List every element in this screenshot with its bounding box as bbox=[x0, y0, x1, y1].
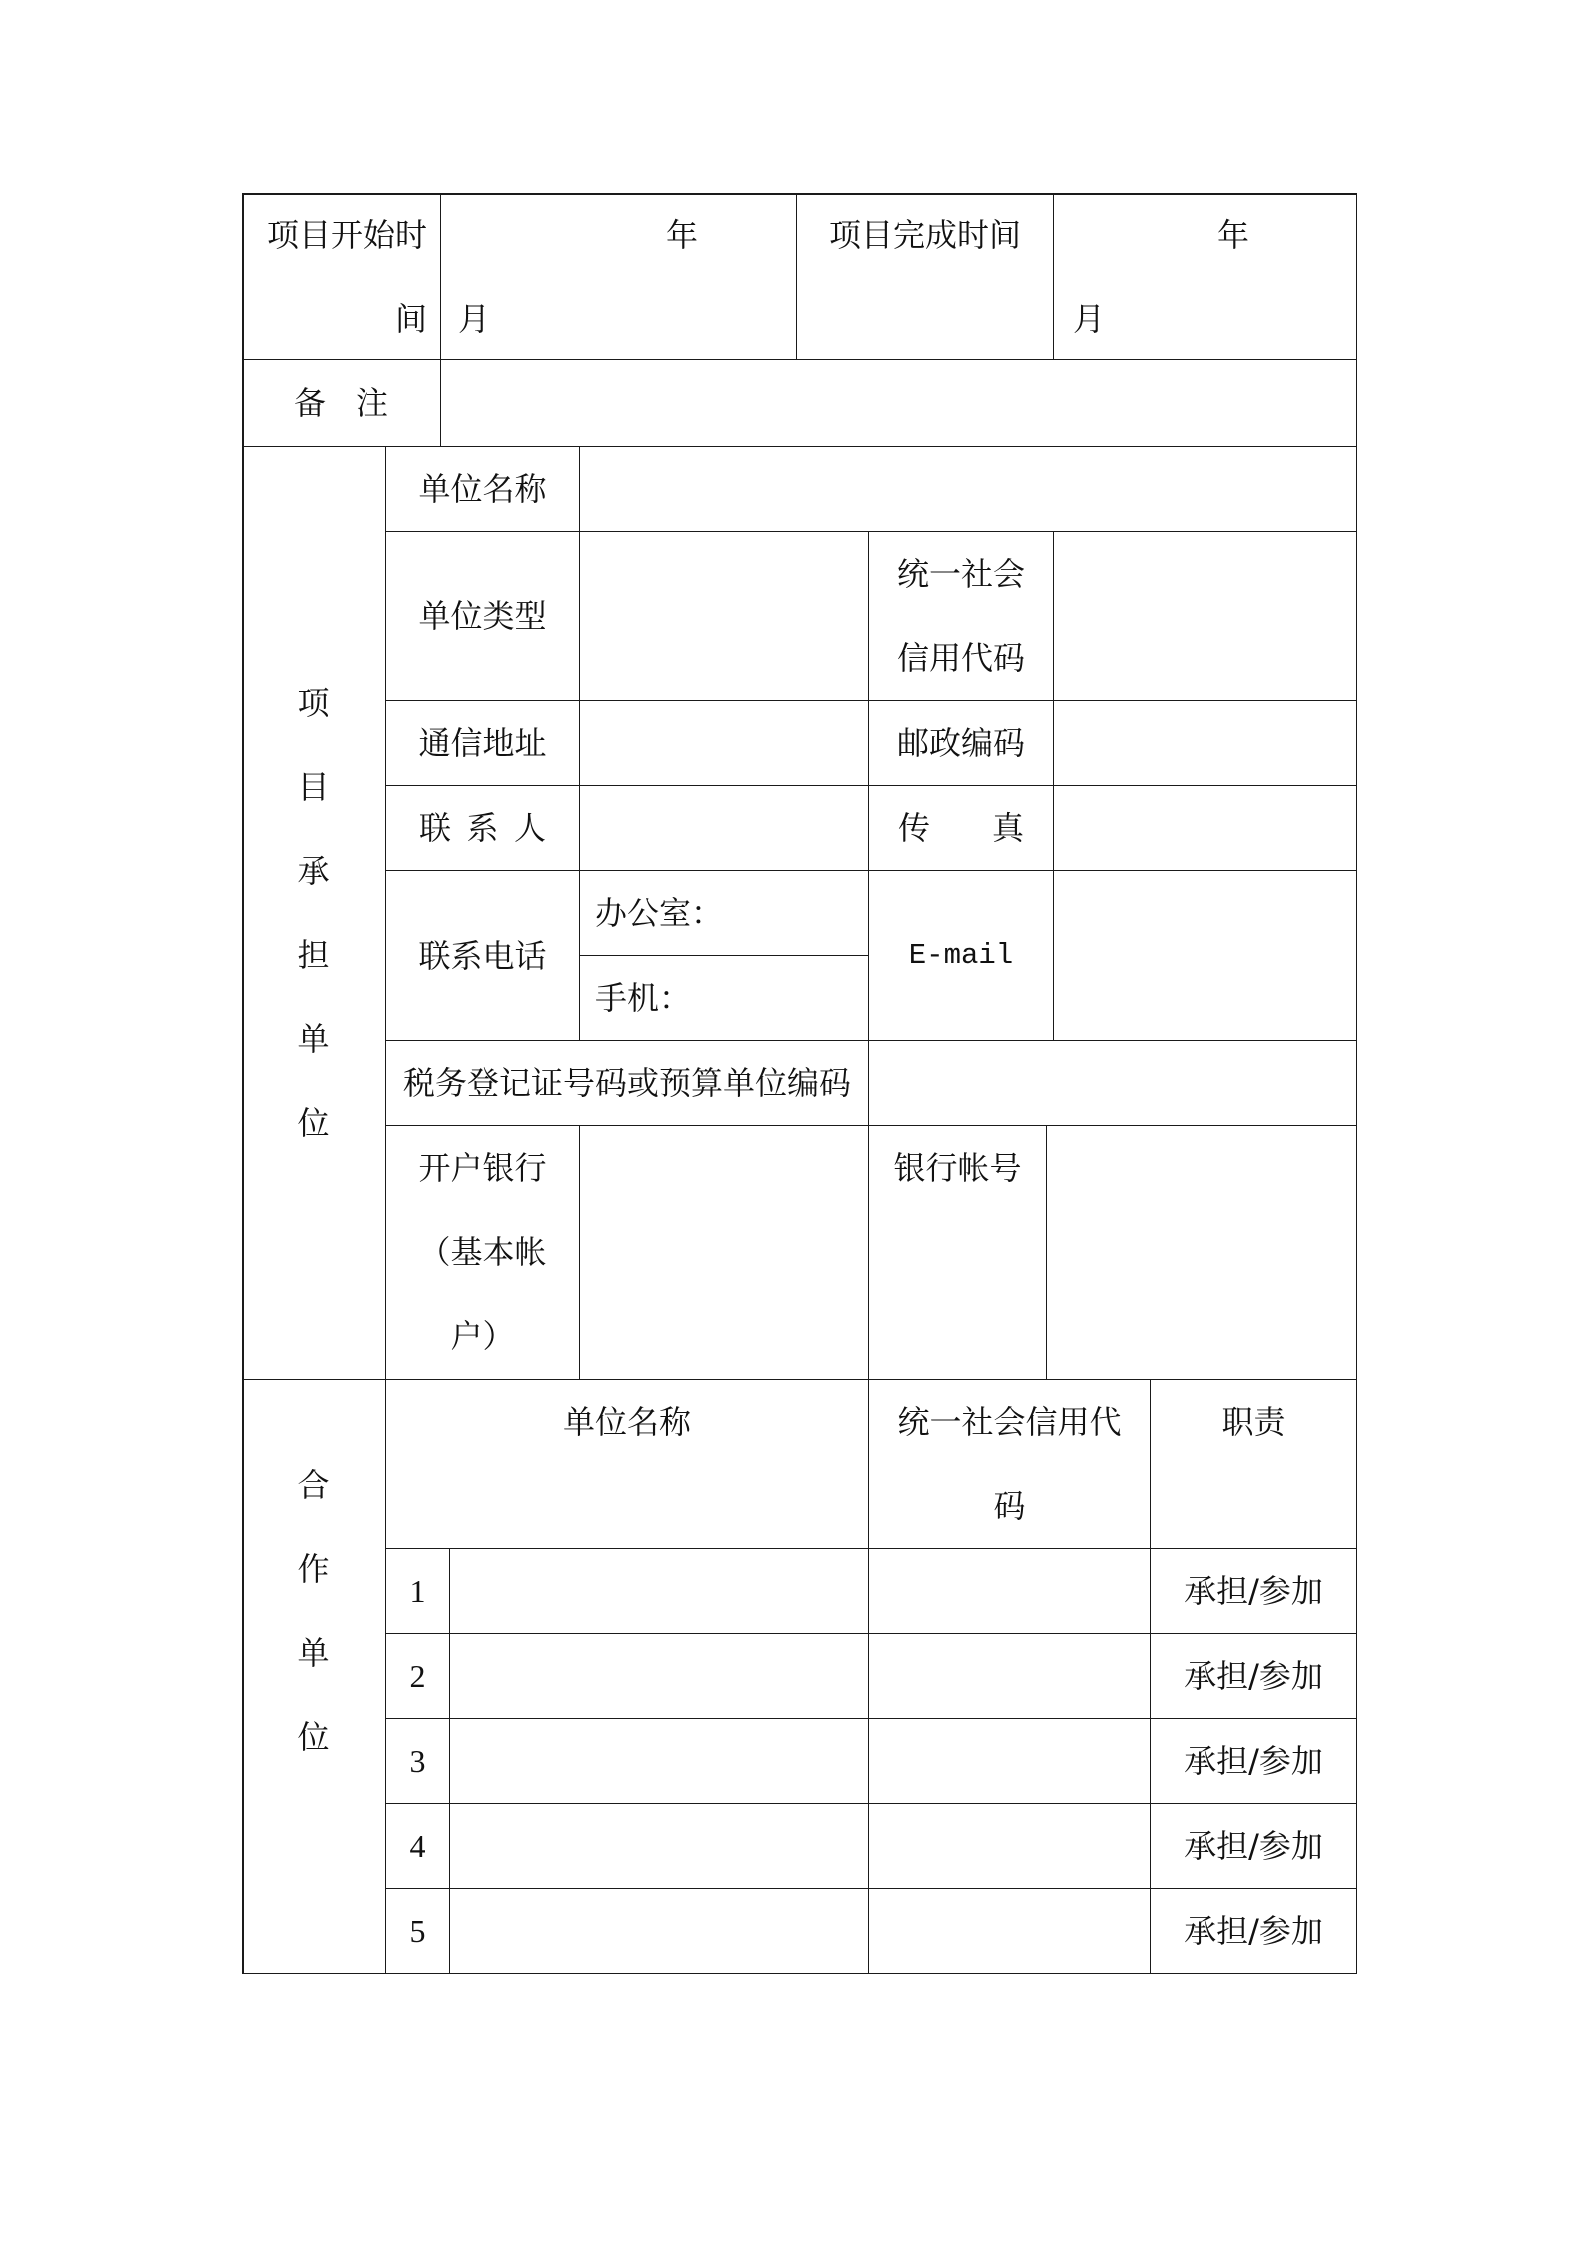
mobile-phone-label: 手机： bbox=[595, 979, 692, 1017]
cooperation-section-cell bbox=[242, 1380, 386, 1974]
email-value-cell bbox=[1054, 871, 1357, 1041]
vertical-label-char: 合 bbox=[297, 1466, 330, 1504]
vertical-label-char: 承 bbox=[297, 852, 330, 890]
coop-row-name-cell bbox=[450, 1549, 869, 1634]
account-value-cell bbox=[1047, 1126, 1357, 1380]
coop-row-duty-cell bbox=[1151, 1889, 1357, 1974]
phone-label-cell bbox=[386, 871, 580, 1041]
unit-type-label-cell bbox=[386, 532, 580, 701]
office-phone-label: 办公室： bbox=[595, 894, 724, 932]
undertaking-unit-section-label bbox=[294, 661, 334, 1165]
mobile-phone-cell bbox=[580, 956, 869, 1041]
account-label: 银行帐号 bbox=[893, 1149, 1022, 1187]
fax-label: 传 真 bbox=[898, 809, 1024, 847]
fax-value-cell bbox=[1054, 786, 1357, 871]
coop-row-duty-cell bbox=[1151, 1719, 1357, 1804]
end-month-unit: 月 bbox=[1073, 300, 1106, 338]
fax-label-cell bbox=[869, 786, 1054, 871]
vertical-label-char: 位 bbox=[297, 1104, 330, 1142]
end-time-label-cell bbox=[797, 193, 1054, 360]
coop-duty-header-cell bbox=[1151, 1380, 1357, 1549]
coop-row-duty-cell bbox=[1151, 1804, 1357, 1889]
bank-label-line2: （基本帐 bbox=[418, 1233, 547, 1271]
coop-row-duty: 承担/参加 bbox=[1184, 1912, 1323, 1950]
address-label: 通信地址 bbox=[418, 724, 547, 762]
phone-label: 联系电话 bbox=[418, 936, 547, 975]
postcode-label: 邮政编码 bbox=[896, 724, 1025, 762]
coop-row-number-cell bbox=[386, 1719, 450, 1804]
tax-label: 税务登记证号码或预算单位编码 bbox=[402, 1064, 851, 1102]
unit-name-label: 单位名称 bbox=[418, 470, 547, 508]
undertaking-unit-section-cell bbox=[242, 447, 386, 1380]
bank-value-cell bbox=[580, 1126, 869, 1380]
credit-code-label-line2: 信用代码 bbox=[896, 639, 1025, 677]
coop-row-duty: 承担/参加 bbox=[1184, 1572, 1323, 1610]
coop-row-number: 5 bbox=[409, 1913, 426, 1949]
contact-label: 联 系 人 bbox=[419, 809, 546, 847]
vertical-label-char: 目 bbox=[297, 768, 330, 806]
address-value-cell bbox=[580, 701, 869, 786]
coop-row-number: 3 bbox=[409, 1743, 426, 1779]
postcode-label-cell bbox=[869, 701, 1054, 786]
unit-name-value-cell bbox=[580, 447, 1357, 532]
end-time-label: 项目完成时间 bbox=[828, 216, 1021, 254]
coop-name-header: 单位名称 bbox=[562, 1403, 691, 1441]
credit-code-label-cell bbox=[869, 532, 1054, 701]
coop-row-number: 4 bbox=[409, 1828, 426, 1864]
bank-label-cell bbox=[386, 1126, 580, 1380]
coop-row-duty: 承担/参加 bbox=[1184, 1742, 1323, 1780]
vertical-label-char: 项 bbox=[297, 684, 330, 722]
coop-row-number-cell bbox=[386, 1804, 450, 1889]
coop-row-duty: 承担/参加 bbox=[1184, 1657, 1323, 1695]
coop-row-number: 2 bbox=[409, 1658, 426, 1694]
coop-row-credit-code-cell bbox=[869, 1634, 1151, 1719]
coop-row-number-cell bbox=[386, 1889, 450, 1974]
tax-value-cell bbox=[869, 1041, 1357, 1126]
coop-row-number-cell bbox=[386, 1549, 450, 1634]
coop-row-number-cell bbox=[386, 1634, 450, 1719]
email-label-cell bbox=[869, 871, 1054, 1041]
coop-name-header-cell bbox=[386, 1380, 869, 1549]
bank-label-line1: 开户银行 bbox=[418, 1149, 547, 1187]
coop-row-credit-code-cell bbox=[869, 1889, 1151, 1974]
vertical-label-char: 单 bbox=[297, 1020, 330, 1058]
start-time-label-line1: 项目开始时 bbox=[266, 216, 427, 254]
vertical-label-char: 担 bbox=[297, 936, 330, 974]
vertical-label-char: 单 bbox=[297, 1634, 330, 1672]
tax-label-cell bbox=[386, 1041, 869, 1126]
start-year-unit: 年 bbox=[666, 216, 699, 254]
coop-row-name-cell bbox=[450, 1719, 869, 1804]
unit-type-label: 单位类型 bbox=[418, 597, 547, 635]
coop-row-name-cell bbox=[450, 1804, 869, 1889]
bank-label-line3: 户） bbox=[450, 1317, 515, 1355]
credit-code-value-cell bbox=[1054, 532, 1357, 701]
cooperation-section-label bbox=[294, 1443, 334, 1779]
credit-code-label-line1: 统一社会 bbox=[896, 555, 1025, 593]
address-label-cell bbox=[386, 701, 580, 786]
coop-row-credit-code-cell bbox=[869, 1719, 1151, 1804]
office-phone-cell bbox=[580, 871, 869, 956]
start-time-label-line2: 间 bbox=[394, 300, 427, 338]
coop-row-number: 1 bbox=[409, 1573, 426, 1609]
account-label-cell bbox=[869, 1126, 1047, 1380]
coop-row-name-cell bbox=[450, 1634, 869, 1719]
vertical-label-char: 作 bbox=[297, 1550, 330, 1588]
coop-row-credit-code-cell bbox=[869, 1804, 1151, 1889]
coop-credit-code-header-cell bbox=[869, 1380, 1151, 1549]
coop-row-name-cell bbox=[450, 1889, 869, 1974]
coop-row-credit-code-cell bbox=[869, 1549, 1151, 1634]
vertical-label-char: 位 bbox=[297, 1718, 330, 1756]
coop-credit-code-header-line2: 码 bbox=[993, 1487, 1026, 1525]
coop-row-duty-cell bbox=[1151, 1634, 1357, 1719]
remarks-value-cell bbox=[441, 360, 1357, 447]
start-time-label-cell bbox=[242, 193, 441, 360]
coop-row-duty-cell bbox=[1151, 1549, 1357, 1634]
start-time-value-cell bbox=[441, 193, 797, 360]
email-label: E-mail bbox=[908, 938, 1014, 972]
remarks-label-cell bbox=[242, 360, 441, 447]
end-time-value-cell bbox=[1054, 193, 1357, 360]
unit-type-value-cell bbox=[580, 532, 869, 701]
end-year-unit: 年 bbox=[1217, 216, 1250, 254]
remarks-label: 备 注 bbox=[294, 384, 388, 422]
coop-duty-header: 职责 bbox=[1221, 1403, 1286, 1441]
contact-label-cell bbox=[386, 786, 580, 871]
start-month-unit: 月 bbox=[458, 300, 491, 338]
contact-value-cell bbox=[580, 786, 869, 871]
unit-name-label-cell bbox=[386, 447, 580, 532]
coop-row-duty: 承担/参加 bbox=[1184, 1827, 1323, 1865]
postcode-value-cell bbox=[1054, 701, 1357, 786]
coop-credit-code-header-line1: 统一社会信用代 bbox=[897, 1403, 1122, 1441]
